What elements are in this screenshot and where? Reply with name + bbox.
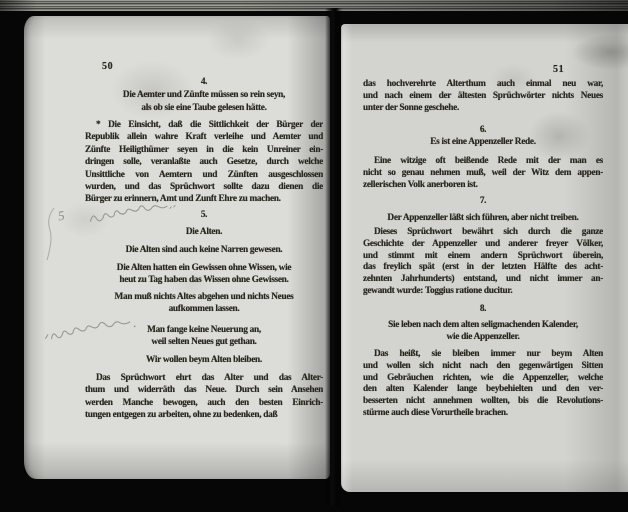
section-number-7: 7.	[479, 196, 487, 206]
handwritten-margin-stroke	[42, 204, 60, 264]
left-page	[24, 16, 330, 479]
proverb-5-line: aufkommen lassen.	[168, 304, 240, 314]
page-number-right: 51	[553, 64, 565, 75]
proverb-5-line: Man fange keine Neuerung an,	[147, 325, 261, 335]
commentary-line: werden Manche bewogen, auch den besten Einrich-	[85, 397, 323, 408]
proverb-6-line: Es ist eine Appenzeller Rede.	[430, 137, 536, 147]
commentary-line: unter der Sonne geschehe.	[363, 102, 459, 113]
commentary-6	[363, 156, 603, 191]
commentary-5-continued	[363, 79, 603, 114]
commentary-line: Eine witzige oft beißende Rede mit der man es	[374, 156, 603, 166]
commentary-8	[363, 349, 603, 420]
commentary-line: das freylich spät (erst in der letzten Hälfte des acht-	[363, 262, 603, 273]
proverb-5-line: heut zu Tag haben das Wissen ohne Gewissen.	[119, 275, 289, 285]
commentary-line: thum und widerräth das Neue. Durch sein Ansehen	[85, 385, 323, 396]
commentary-line: Das Sprüchwort ehrt das Alter und das Alter-	[96, 373, 323, 383]
proverb-4-line-2: als ob sie eine Taube gelesen hätte.	[141, 103, 267, 113]
commentary-line: stürme auch diese Vorurtheile brachen.	[363, 407, 508, 418]
proverb-5-line: Die Alten hatten ein Gewissen ohne Wissen, wie	[116, 263, 292, 273]
commentary-line: tungen entgegen zu arbeiten, ohne zu bedenken, daß	[85, 410, 278, 421]
commentary-line: Dieses Sprüchwort bewährt sich durch die ganze	[374, 227, 603, 237]
handwritten-margin-numeral: 5	[56, 207, 66, 224]
commentary-line: zehnten Jahrhunderts) entstand, und nicht immer an-	[363, 274, 603, 285]
commentary-line: wurden, und das Sprüchwort sollte dazu dienen die	[85, 181, 323, 192]
commentary-line: * Die Einsicht, daß die Sittlichkeit der Bürger der	[96, 120, 323, 130]
commentary-line: Geschichte der Appenzeller und anderer freyer Völker,	[363, 238, 603, 249]
proverb-5-line: weil selten Neues gut gethan.	[151, 337, 257, 347]
commentary-line: und nach einem der ältesten Sprüchwörter nichts Neues	[363, 90, 603, 101]
proverb-4-line-1: Die Aemter und Zünfte müssen so rein seyn,	[122, 90, 286, 100]
proverb-8-line-1: Sie leben nach dem alten seligmachenden Kalender,	[388, 320, 578, 330]
commentary-line: den alten Kalender lange beybehielten und den ver-	[363, 384, 603, 395]
right-page	[341, 24, 628, 492]
book-spine-shadow	[325, 8, 343, 506]
commentary-line: gewandt wurde: Toggius ratione ducitur.	[363, 285, 513, 296]
commentary-line: zellerischen Volk anerboren ist.	[363, 179, 478, 190]
commentary-line: Das heißt, sie bleiben immer nur beym Alten	[374, 349, 603, 359]
commentary-5	[85, 372, 323, 422]
commentary-line: Unsittliche von Aemtern und Zünften ausgeschlossen	[85, 169, 323, 180]
section-5-title: Die Alten.	[185, 227, 223, 237]
commentary-line: nicht so genau nehmen muß, weil der Witz dem appen-	[363, 167, 603, 178]
commentary-4	[85, 119, 323, 206]
proverb-5-line: Wir wollen beym Alten bleiben.	[146, 355, 262, 365]
commentary-line: und Gebräuchen richten, wie die Appenzeller, welche	[363, 372, 603, 383]
commentary-line: das hochverehrte Alterthum auch einmal neu war,	[363, 79, 603, 89]
commentary-line: Bürger zu erinnern, Amt und Zunft Ehre zu machen.	[85, 194, 281, 205]
commentary-line: und wollen sich nicht nach den gegenwärtigen Sitten	[363, 360, 603, 371]
section-number-8: 8.	[479, 304, 487, 314]
proverb-7-line: Der Appenzeller läßt sich führen, aber nicht treiben.	[387, 213, 579, 223]
section-number-5: 5.	[200, 210, 208, 220]
commentary-line: und stimmt mit einem andern Sprüchwort überein,	[363, 250, 603, 261]
proverb-8-line-2: wie die Appenzeller.	[446, 332, 520, 342]
section-number-6: 6.	[479, 125, 487, 135]
commentary-line: besserten nicht annehmen wollten, bis die Revolutions-	[363, 396, 603, 407]
proverb-5-line: Die Alten sind auch keine Narren gewesen.	[125, 245, 283, 255]
commentary-7	[363, 227, 603, 298]
book-top-page-edges	[0, 0, 628, 11]
commentary-line: Republik allein wahre Kraft verleihe und Aemter und	[85, 132, 323, 143]
proverb-5-line: Man muß nichts Altes abgehen und nichts Neues	[114, 292, 294, 302]
section-number-4: 4.	[200, 77, 208, 87]
page-number-left: 50	[102, 61, 114, 72]
commentary-line: Zünfte Heiligthümer seyen in die kein Unreiner ein-	[85, 144, 323, 155]
commentary-line: dringen solle, veranlaßte auch Gesetze, durch welche	[85, 157, 323, 168]
